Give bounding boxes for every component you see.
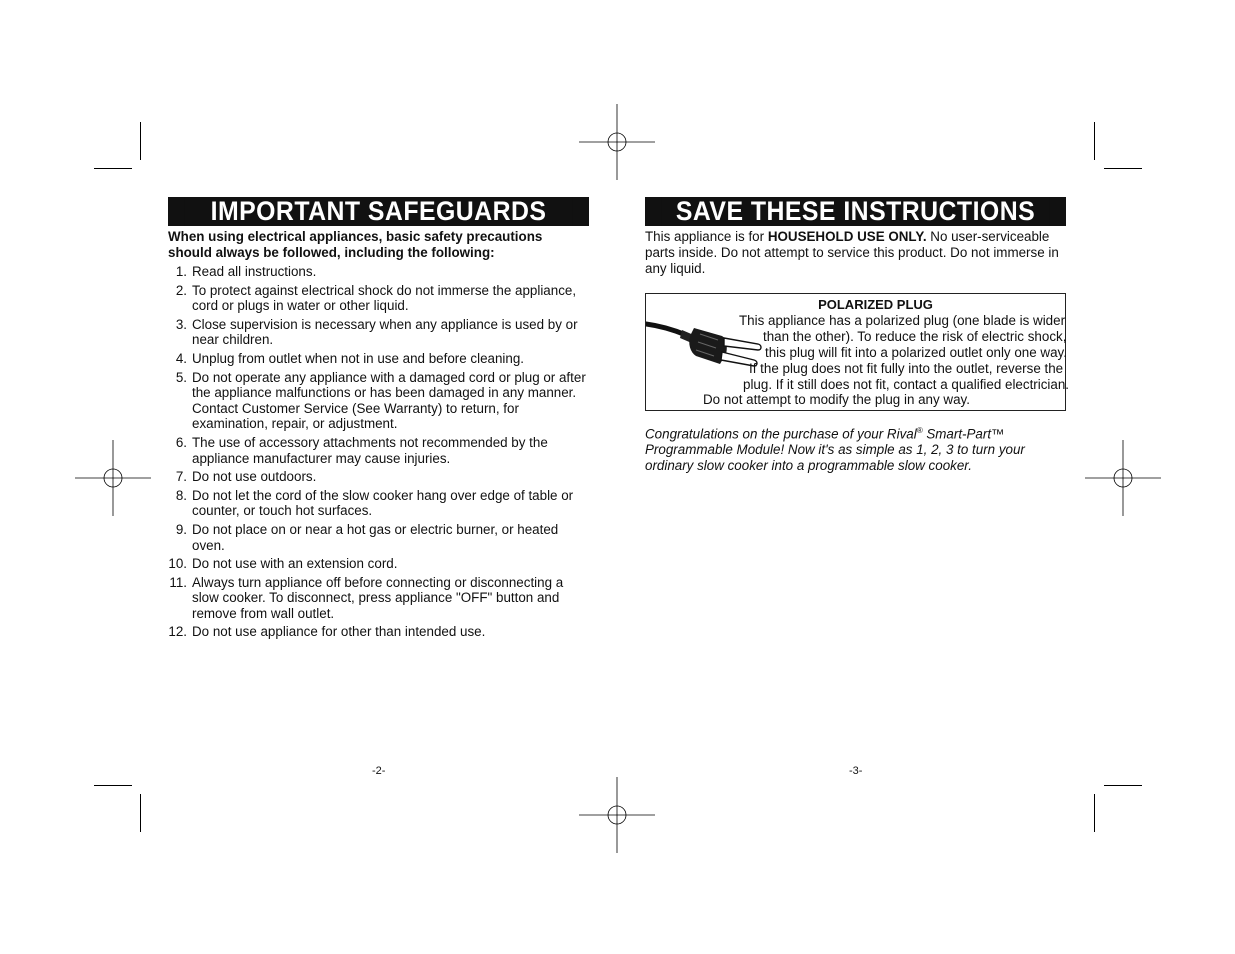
crop-mark-icon [94,168,132,169]
congrats-text: Congratulations on the purchase of your Rival [645,426,917,442]
household-use-paragraph [645,229,1066,277]
list-item-number: 8. [175,487,187,503]
crop-mark-icon [1094,122,1095,160]
list-item-number: 3. [175,316,187,332]
crop-mark-icon [1104,168,1142,169]
list-item-text: Do not place on or near a hot gas or electric burner, or heated oven. [192,521,559,553]
plug-text-line: this plug will fit into a polarized outlet only one way. [765,345,1067,360]
crop-mark-icon [1094,794,1095,832]
list-item [168,522,589,553]
plug-text-line: If the plug does not fit fully into the outlet, reverse the [749,361,1064,376]
list-item-number: 2. [175,282,187,298]
household-use-emphasis: HOUSEHOLD USE ONLY. [767,229,927,244]
list-item [168,556,589,572]
list-item-text: Unplug from outlet when not in use and before cleaning. [192,350,525,366]
crop-mark-icon [1104,785,1142,786]
list-item-number: 11. [169,574,187,590]
crop-mark-icon [94,785,132,786]
list-item-number: 5. [175,369,187,385]
congratulations-text [645,423,1066,473]
plug-text-line: This appliance has a polarized plug (one blade is wider [739,313,1066,328]
list-item [168,624,589,640]
list-item [168,575,589,622]
list-item [168,488,589,519]
list-item-text: Do not let the cord of the slow cooker hang over edge of table or counter, or touch hot surfaces. [192,487,574,519]
registration-mark-icon [579,104,655,180]
plug-text-line: Do not attempt to modify the plug in any way. [703,392,970,407]
list-item-number: 12. [168,624,187,640]
registration-mark-icon [75,440,151,516]
list-item [168,351,589,367]
polarized-plug-box [645,293,1070,411]
list-item [168,469,589,485]
paragraph-text: No user-serviceable parts inside. Do not attempt to service this product. Do not immerse in any liquid. [645,229,1059,276]
list-item-text: Read all instructions. [192,264,317,279]
list-item-text: Close supervision is necessary when any appliance is used by or near children. [192,316,578,348]
list-item [168,264,589,280]
page-number: -2- [372,765,386,777]
list-item-text: Do not use with an extension cord. [192,556,398,572]
list-item-number: 6. [175,434,187,450]
list-item [168,317,589,348]
page-title: SAVE THESE INSTRUCTIONS [662,197,1049,226]
page-title: IMPORTANT SAFEGUARDS [185,197,572,226]
list-item-text: To protect against electrical shock do not immerse the appliance, cord or plugs in water or other liquid. [192,282,577,314]
list-item-text: Do not operate any appliance with a damaged cord or plug or after the appliance malfunctions or has been damaged in any manner. Contact Customer Service (See Warranty) to return, for examination, repair, or adjustment. [192,369,586,432]
list-item-number: 7. [175,469,187,485]
intro-text: When using electrical appliances, basic safety precautions should always be followed, including the following: [168,229,543,260]
list-item [168,435,589,466]
paragraph-text: This appliance is for [645,229,768,244]
heading-banner [168,197,589,226]
registered-mark: ® [916,426,923,435]
list-item-text: Always turn appliance off before connecting or disconnecting a slow cooker. To disconnect, press appliance "OFF" button and remove from wall outlet. [192,574,564,621]
crop-mark-icon [140,794,141,832]
list-item [168,283,589,314]
left-page [168,197,589,643]
list-item-number: 4. [175,350,187,366]
list-item-number: 10. [168,556,187,572]
list-item-text: Do not use outdoors. [192,469,317,485]
registration-mark-icon [579,777,655,853]
safeguards-list [168,264,589,640]
plug-title: POLARIZED PLUG [818,297,933,312]
list-item-text: The use of accessory attachments not recommended by the appliance manufacturer may cause injuries. [192,434,548,466]
list-item-number: 1. [175,264,187,279]
right-page [645,197,1070,473]
page-number: -3- [849,765,863,777]
list-item-number: 9. [175,521,187,537]
heading-banner [645,197,1066,226]
crop-mark-icon [140,122,141,160]
list-item-text: Do not use appliance for other than intended use. [192,624,486,640]
congrats-text: Smart-Part™ Programmable Module! Now it's as simple as 1, 2, 3 to turn your ordinary slow cooker into a programmable slow cooker. [645,426,1025,473]
list-item [168,370,589,432]
plug-text-line: than the other). To reduce the risk of electric shock, [763,329,1067,344]
plug-text-line: plug. If it still does not fit, contact a qualified electrician. [743,377,1070,392]
registration-mark-icon [1085,440,1161,516]
